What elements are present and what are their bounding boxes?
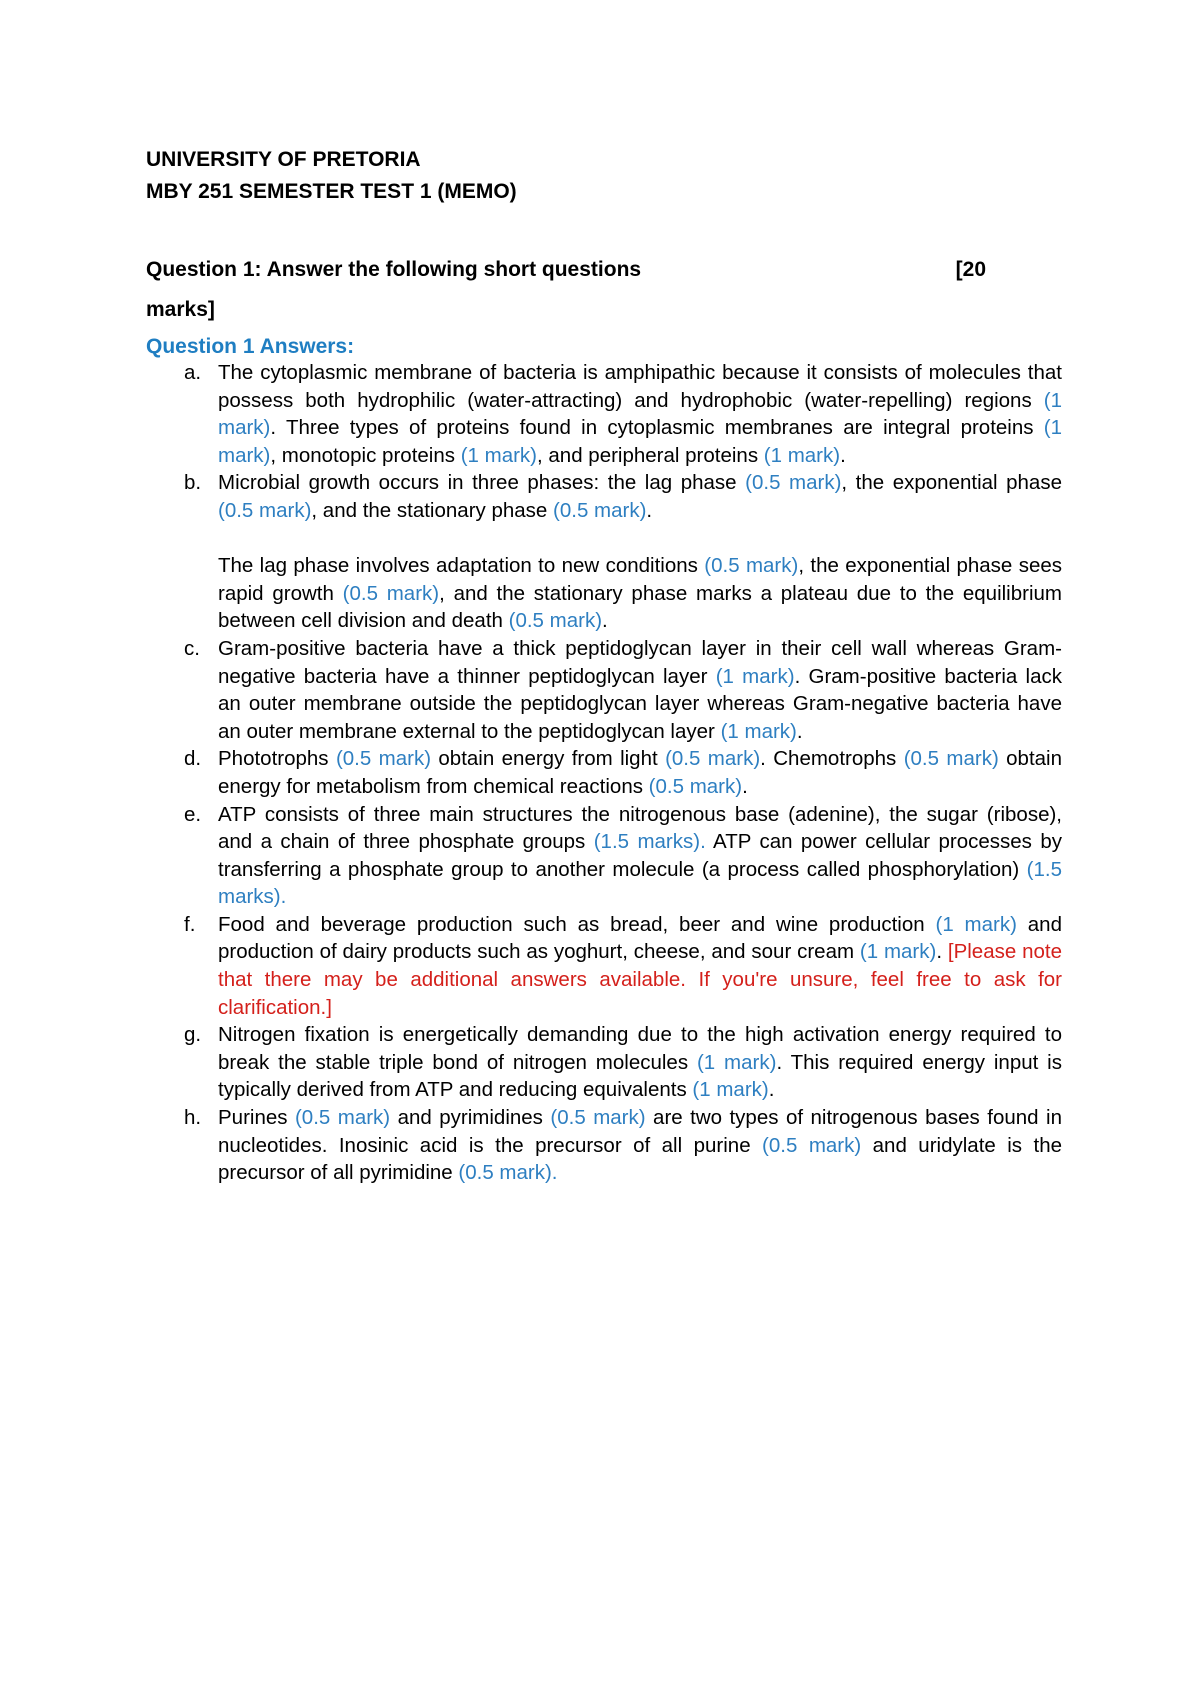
answer-item [146, 801, 1062, 911]
answer-text: The lag phase involves adaptation to new conditions [218, 554, 705, 578]
question-text: Question 1: Answer the following short questions [146, 258, 642, 281]
answer-text: . [646, 498, 653, 522]
mark-allocation: (1 mark) [460, 443, 537, 467]
answer-text: and production of dairy products such as yoghurt, cheese, and sour cream [218, 912, 1062, 964]
answer-text: Phototrophs [218, 747, 336, 771]
answer-letter: f. [184, 912, 196, 936]
mark-allocation: (1.5 marks). [593, 830, 706, 854]
answer-paragraph [218, 359, 1062, 469]
answer-item [146, 911, 1062, 1021]
answer-text: Nitrogen fixation is energetically demanding due to the high activation energy required to break the stable triple bond of nitrogen molecules [218, 1023, 1062, 1074]
answer-text: Microbial growth occurs in three phases: the lag phase [218, 471, 746, 495]
answer-letter: a. [184, 361, 202, 384]
mark-allocation: (1 mark) [859, 940, 937, 964]
mark-allocation: (0.5 mark) [218, 498, 312, 522]
question-marks-close: marks] [146, 298, 215, 321]
answer-text: , and peripheral proteins [537, 443, 764, 467]
answer-text: . [768, 1078, 775, 1102]
question-marks-open: [20 [955, 258, 986, 281]
answer-paragraph [218, 1021, 1062, 1104]
answer-item [146, 1021, 1062, 1104]
mark-allocation: (0.5 mark) [903, 747, 999, 771]
answer-text: are two types of nitrogenous bases found in nucleotides. Inosinic acid is the precursor of all purine [218, 1106, 1062, 1157]
answer-text: . [742, 774, 748, 798]
mark-allocation: (0.5 mark) [553, 498, 647, 522]
test-title: MBY 251 SEMESTER TEST 1 (MEMO) [146, 180, 517, 203]
answer-letter: b. [184, 471, 202, 495]
answer-letter: h. [184, 1106, 202, 1130]
answer-paragraph [218, 552, 1062, 635]
answer-list [146, 359, 1062, 1187]
answer-item [146, 359, 1062, 469]
mark-allocation: (1 mark) [696, 1050, 777, 1074]
answer-item [146, 469, 1062, 635]
answer-text: . Chemotrophs [760, 747, 904, 771]
answer-letter: e. [184, 802, 202, 826]
mark-allocation: (1 mark) [218, 416, 1062, 467]
mark-allocation: (0.5 mark) [665, 747, 761, 771]
answer-text: . [840, 443, 846, 467]
answer-text: Food and beverage production such as bread, beer and wine production [218, 912, 936, 936]
mark-allocation: (0.5 mark) [294, 1106, 391, 1130]
answer-text: . Three types of proteins found in cytoplasmic membranes are integral proteins [270, 416, 1044, 440]
mark-allocation: (1 mark) [218, 388, 1062, 440]
answer-text: , the exponential phase [841, 471, 1062, 495]
answer-paragraph [218, 745, 1062, 800]
answer-text: , monotopic proteins [270, 443, 461, 467]
mark-allocation: (0.5 mark) [762, 1133, 862, 1157]
answer-letter: g. [184, 1023, 202, 1047]
answer-text: . [796, 719, 803, 743]
answer-text: and pyrimidines [390, 1106, 551, 1130]
clarification-note: [Please note that there may be additional answers available. If you're unsure, feel free to ask for clarification.] [218, 940, 1062, 1019]
mark-allocation: (1 mark) [720, 719, 797, 743]
mark-allocation: (0.5 mark) [704, 554, 799, 578]
answer-letter: c. [184, 636, 200, 660]
answer-text: obtain energy for metabolism from chemical reactions [218, 747, 1063, 798]
mark-allocation: (1 mark) [715, 664, 795, 688]
answer-text: ATP can power cellular processes by transferring a phosphate group to another molecule (a process called phosphorylation) [218, 830, 1062, 881]
answer-text: , the exponential phase sees rapid growth [218, 554, 1063, 605]
answer-text: obtain energy from light [431, 747, 666, 771]
answer-text: . [936, 940, 948, 964]
answer-text: ATP consists of three main structures the nitrogenous base (adenine), the sugar (ribose), and a chain of three phosphate groups [218, 802, 1062, 854]
answer-text: and uridylate is the precursor of all pyrimidine [218, 1133, 1062, 1185]
question-heading [146, 250, 986, 330]
mark-allocation: (1 mark) [763, 443, 841, 467]
answer-paragraph [218, 801, 1062, 911]
mark-allocation: (0.5 mark) [342, 581, 440, 605]
answer-text: . This required energy input is typically derived from ATP and reducing equivalents [218, 1050, 1062, 1102]
answer-text: . [602, 609, 608, 633]
answer-item [146, 635, 1062, 745]
mark-allocation: (1.5 marks). [218, 857, 1062, 909]
document-header [146, 144, 517, 208]
mark-allocation: (0.5 mark) [745, 471, 842, 495]
mark-allocation: (0.5 mark) [335, 747, 432, 771]
mark-allocation: (0.5 mark) [550, 1106, 646, 1130]
university-name: UNIVERSITY OF PRETORIA [146, 148, 421, 171]
answer-item [146, 745, 1062, 800]
answer-paragraph [218, 469, 1062, 524]
mark-allocation: (0.5 mark) [648, 774, 743, 798]
answers-heading: Question 1 Answers: [146, 335, 355, 358]
answer-item [146, 1104, 1062, 1187]
answer-paragraph [218, 911, 1062, 1021]
answer-paragraph [218, 635, 1062, 745]
answer-text: Purines [218, 1106, 295, 1130]
mark-allocation: (1 mark) [935, 912, 1017, 936]
mark-allocation: (1 mark) [692, 1078, 769, 1102]
answer-text: . Gram-positive bacteria lack an outer membrane outside the peptidoglycan layer whereas Gram-negative bacteria have an outer membrane external to the peptidoglycan layer [218, 664, 1062, 743]
answer-text: Gram-positive bacteria have a thick peptidoglycan layer in their cell wall whereas Gram-negative bacteria have a thinner peptidoglycan layer [218, 636, 1062, 688]
answer-letter: d. [184, 747, 202, 771]
mark-allocation: (0.5 mark). [458, 1161, 558, 1185]
answer-text: The cytoplasmic membrane of bacteria is amphipathic because it consists of molecules that possess both hydrophilic (water-attracting) and hydrophobic (water-repelling) regions [218, 361, 1062, 412]
answer-text: , and the stationary phase [311, 498, 554, 522]
answer-paragraph [218, 1104, 1062, 1187]
answer-text: , and the stationary phase marks a plateau due to the equilibrium between cell division and death [218, 581, 1062, 633]
mark-allocation: (0.5 mark) [508, 609, 603, 633]
